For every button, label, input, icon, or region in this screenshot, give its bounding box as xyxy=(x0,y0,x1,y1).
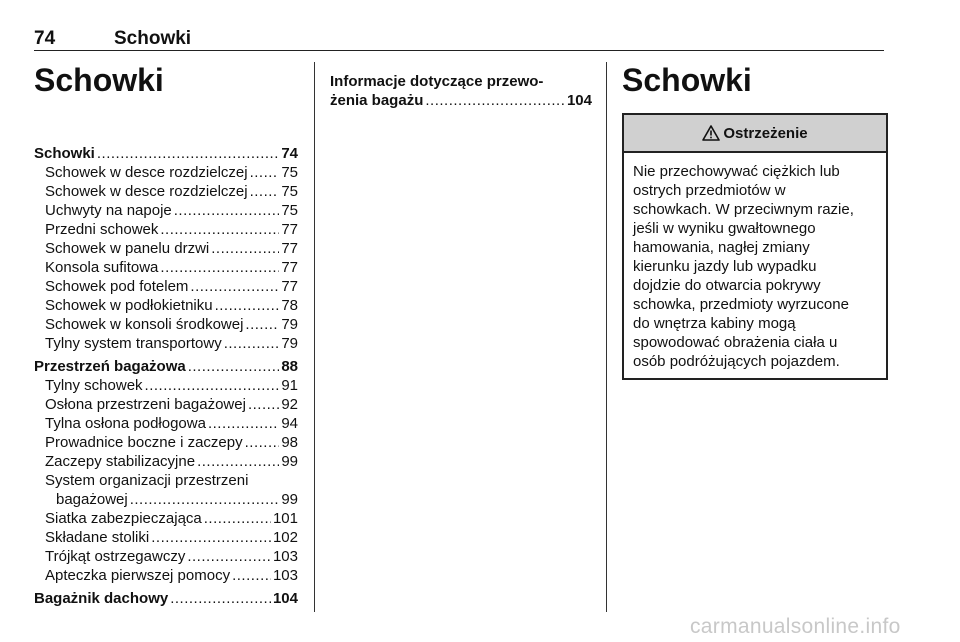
toc-entry-label: Przedni schowek xyxy=(45,221,159,238)
toc-entry-page: 92 xyxy=(281,396,298,413)
toc-entry-page: 77 xyxy=(281,221,298,238)
toc-entry-label: Apteczka pierwszej pomocy xyxy=(45,567,231,584)
toc-entry[interactable] xyxy=(34,277,298,296)
dot-leader xyxy=(245,433,280,452)
toc-entry-label: Zaczepy stabilizacyjne xyxy=(45,453,196,470)
warning-line: dojdzie do otwarcia pokrywy xyxy=(633,277,821,294)
toc-entry-page: 78 xyxy=(281,297,298,314)
toc-entry-label: Bagażnik dachowy xyxy=(34,590,169,607)
toc-entry-line1[interactable] xyxy=(330,72,592,91)
toc-entry-label: Przestrzeń bagażowa xyxy=(34,358,186,375)
toc-entry-page: 103 xyxy=(272,548,298,565)
dot-leader xyxy=(232,566,271,585)
toc-entry-label: Schowek w podłokietniku xyxy=(45,297,213,314)
toc-entry[interactable] xyxy=(34,258,298,277)
watermark: carmanualsonline.info xyxy=(690,615,901,638)
toc-entry-page: 75 xyxy=(281,202,298,219)
toc-entry-page: 99 xyxy=(281,453,298,470)
section-heading-left: Schowki xyxy=(34,62,164,98)
toc-entry-page: 77 xyxy=(281,259,298,276)
toc-entry-label: Konsola sufitowa xyxy=(45,259,159,276)
warning-title: Ostrzeżenie xyxy=(723,124,808,142)
warning-box xyxy=(622,113,888,380)
warning-header xyxy=(624,115,886,153)
toc-entry-page: 79 xyxy=(281,316,298,333)
toc-entry-label: bagażowej xyxy=(56,491,128,508)
toc-entry-page: 77 xyxy=(281,240,298,257)
dot-leader xyxy=(215,296,280,315)
toc-entry-page: 79 xyxy=(281,335,298,352)
dot-leader xyxy=(130,490,280,509)
warning-line: jeśli w wyniku gwałtownego xyxy=(633,220,816,237)
toc-entry-page: 99 xyxy=(281,491,298,508)
toc-entry-label: Tylny system transportowy xyxy=(45,335,222,352)
toc-entry-label: Trójkąt ostrzegawczy xyxy=(45,548,186,565)
section-heading-right: Schowki xyxy=(622,62,752,98)
page-header xyxy=(34,28,884,50)
page-number: 74 xyxy=(34,28,56,49)
toc-section-entry[interactable] xyxy=(34,144,298,163)
warning-line: hamowania, nagłej zmiany xyxy=(633,239,810,256)
warning-line: osób podróżujących pojazdem. xyxy=(633,353,840,370)
toc-entry-page: 101 xyxy=(272,510,298,527)
toc-entry-page: 91 xyxy=(281,377,298,394)
toc-entry[interactable] xyxy=(34,547,298,566)
toc-entry[interactable] xyxy=(34,452,298,471)
toc-entry-label: Schowek pod fotelem xyxy=(45,278,189,295)
toc-entry-line1[interactable] xyxy=(34,471,298,490)
dot-leader xyxy=(190,277,279,296)
warning-triangle-icon xyxy=(702,125,720,141)
toc-entry-page: 103 xyxy=(272,567,298,584)
dot-leader xyxy=(204,509,271,528)
toc-entry[interactable] xyxy=(34,239,298,258)
toc-entry-label: żenia bagażu xyxy=(330,92,424,109)
toc-entry[interactable] xyxy=(330,91,592,110)
dot-leader xyxy=(248,395,279,414)
toc-entry-page: 98 xyxy=(281,434,298,451)
toc-section-entry[interactable] xyxy=(34,357,298,376)
table-of-contents xyxy=(34,144,298,608)
dot-leader xyxy=(224,334,280,353)
warning-text xyxy=(624,153,886,378)
toc-entry-label: Prowadnice boczne i zaczepy xyxy=(45,434,243,451)
toc-entry-page: 75 xyxy=(281,183,298,200)
toc-entry-label: Składane stoliki xyxy=(45,529,150,546)
toc-entry[interactable] xyxy=(34,433,298,452)
toc-entry-label: Siatka zabezpieczająca xyxy=(45,510,202,527)
toc-entry[interactable] xyxy=(34,182,298,201)
warning-line: schowkach. W przeciwnym razie, xyxy=(633,201,854,218)
column-divider-left xyxy=(314,62,315,612)
toc-entry-label: Tylna osłona podłogowa xyxy=(45,415,206,432)
warning-line: Nie przechowywać ciężkich lub xyxy=(633,163,840,180)
toc-entry-page: 88 xyxy=(281,358,298,375)
header-divider xyxy=(34,50,884,51)
toc-entry-label: Schowek w konsoli środkowej xyxy=(45,316,244,333)
toc-entry[interactable] xyxy=(34,490,298,509)
toc-entry[interactable] xyxy=(34,334,298,353)
header-title: Schowki xyxy=(114,28,192,49)
toc-entry[interactable] xyxy=(34,566,298,585)
toc-entry[interactable] xyxy=(34,414,298,433)
dot-leader xyxy=(151,528,271,547)
dot-leader xyxy=(250,182,280,201)
dot-leader xyxy=(250,163,280,182)
toc-entry-label: Schowek w panelu drzwi xyxy=(45,240,210,257)
dot-leader xyxy=(197,452,279,471)
toc-entry[interactable] xyxy=(34,376,298,395)
toc-section-entry[interactable] xyxy=(34,589,298,608)
warning-line: ostrych przedmiotów w xyxy=(633,182,786,199)
dot-leader xyxy=(208,414,279,433)
dot-leader xyxy=(425,91,565,110)
toc-entry[interactable] xyxy=(34,201,298,220)
dot-leader xyxy=(188,357,280,376)
toc-entry-label: Schowek w desce rozdzielczej xyxy=(45,183,248,200)
toc-entry-label: Informacje dotyczące przewo- xyxy=(330,73,544,90)
toc-entry-page: 75 xyxy=(281,164,298,181)
warning-line: schowka, przedmioty wyrzucone xyxy=(633,296,849,313)
column-divider-right xyxy=(606,62,607,612)
dot-leader xyxy=(97,144,279,163)
toc-entry-label: Schowki xyxy=(34,145,95,162)
dot-leader xyxy=(245,315,279,334)
warning-line: kierunku jazdy lub wypadku xyxy=(633,258,817,275)
toc-entry[interactable] xyxy=(34,509,298,528)
toc-entry-label: Schowek w desce rozdzielczej xyxy=(45,164,248,181)
toc-entry-page: 77 xyxy=(281,278,298,295)
toc-entry-label: Uchwyty na napoje xyxy=(45,202,172,219)
toc-entry[interactable] xyxy=(34,296,298,315)
toc-entry-page: 104 xyxy=(272,590,298,607)
warning-line: spowodować obrażenia ciała u xyxy=(633,334,838,351)
warning-line: do wnętrza kabiny mogą xyxy=(633,315,796,332)
dot-leader xyxy=(145,376,280,395)
toc-entry-label: Osłona przestrzeni bagażowej xyxy=(45,396,246,413)
toc-entry[interactable] xyxy=(34,220,298,239)
toc-entry[interactable] xyxy=(34,395,298,414)
dot-leader xyxy=(211,239,279,258)
toc-continued xyxy=(330,72,592,110)
toc-entry-page: 102 xyxy=(272,529,298,546)
toc-entry[interactable] xyxy=(34,528,298,547)
toc-entry[interactable] xyxy=(34,163,298,182)
toc-entry-label: Tylny schowek xyxy=(45,377,143,394)
toc-entry[interactable] xyxy=(34,315,298,334)
toc-entry-label: System organizacji przestrzeni xyxy=(45,472,249,489)
dot-leader xyxy=(170,589,271,608)
dot-leader xyxy=(160,258,279,277)
dot-leader xyxy=(160,220,279,239)
dot-leader xyxy=(174,201,280,220)
toc-entry-page: 94 xyxy=(281,415,298,432)
toc-entry-page: 104 xyxy=(566,92,592,109)
toc-entry-page: 74 xyxy=(281,145,298,162)
dot-leader xyxy=(187,547,271,566)
